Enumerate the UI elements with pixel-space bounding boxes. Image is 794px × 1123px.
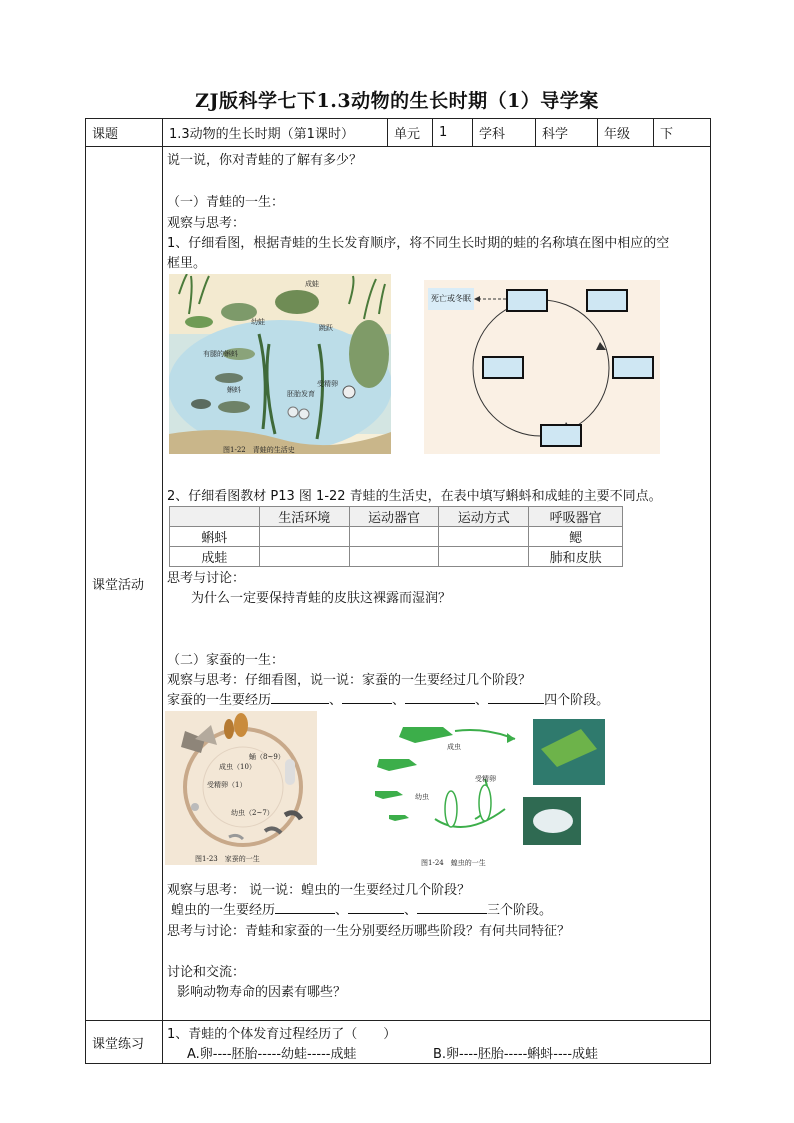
- svg-text:受精卵（1）: 受精卵（1）: [207, 781, 247, 789]
- question-2: 2、仔细看图教材 P13 图 1-22 青蛙的生活史，在表中填写蝌蚪和成蛙的主要不同点。: [167, 489, 662, 504]
- activity-content: [163, 147, 710, 1020]
- compare-header-env: 生活环境: [259, 507, 349, 527]
- topic-value: 1.3动物的生长时期（第1课时）: [163, 119, 388, 147]
- silkworm-stages-suffix: 四个阶段。: [544, 693, 610, 708]
- locust-stages-line: 蝗虫的一生要经历 、 、 三个阶段。: [171, 903, 553, 918]
- blank[interactable]: [405, 691, 475, 704]
- frog-life-history-image: [169, 274, 391, 454]
- svg-text:跳跃: 跳跃: [319, 324, 333, 332]
- svg-text:幼虫（2~7）: 幼虫（2~7）: [231, 809, 274, 817]
- unit-value: 1: [433, 119, 473, 147]
- observe-label-1: 观察与思考：: [167, 216, 246, 231]
- cycle-answer-box-1[interactable]: [506, 289, 548, 312]
- header-row: [86, 119, 711, 147]
- exchange-label: 讨论和交流：: [167, 965, 246, 980]
- practice-row: [86, 1021, 711, 1064]
- cycle-answer-box-4[interactable]: [612, 356, 654, 379]
- locust-stages-suffix: 三个阶段。: [487, 903, 553, 918]
- practice-option-a[interactable]: A.卵----胚胎-----幼蛙-----成蛙: [187, 1047, 357, 1062]
- frog-cycle-diagram: [424, 280, 660, 454]
- intro-text: 说一说，你对青蛙的了解有多少？: [167, 153, 363, 168]
- question-1-line-2: 框里。: [167, 256, 207, 271]
- page-title: ZJ版科学七下1.3动物的生长时期（1）导学案: [195, 90, 599, 112]
- locust-life-cycle-image: [355, 719, 607, 869]
- svg-text:图1-23 家蚕的一生: 图1-23 家蚕的一生: [195, 855, 260, 863]
- discuss-question-1: 为什么一定要保持青蛙的皮肤这裸露而湿润？: [191, 591, 452, 606]
- blank[interactable]: [275, 901, 335, 914]
- topic-label: 课题: [86, 119, 163, 147]
- unit-label: 单元: [388, 119, 433, 147]
- compare-row-frog-name: 成蛙: [170, 547, 260, 567]
- death-or-hibernation-label: 死亡或冬眠: [428, 288, 474, 310]
- compare-header-mode: 运动方式: [439, 507, 529, 527]
- grade-label: 年级: [598, 119, 654, 147]
- svg-text:幼虫: 幼虫: [415, 793, 429, 801]
- practice-label: 课堂练习: [86, 1021, 163, 1064]
- blank[interactable]: [342, 691, 392, 704]
- compare-cell: 鳃: [529, 527, 623, 547]
- question-1-line-1: 1、仔细看图，根据青蛙的生长发育顺序，将不同生长时期的蛙的名称填在图中相应的空: [167, 236, 670, 251]
- blank[interactable]: [417, 901, 487, 914]
- svg-text:幼蛙: 幼蛙: [251, 318, 265, 326]
- frog-heading: （一）青蛙的一生：: [167, 195, 285, 210]
- svg-text:受精卵: 受精卵: [475, 775, 496, 783]
- compare-cell[interactable]: [439, 547, 529, 567]
- svg-text:成虫: 成虫: [447, 743, 461, 751]
- discuss-label-1: 思考与讨论：: [167, 571, 246, 586]
- silkworm-life-cycle-image: [165, 711, 317, 865]
- svg-text:蝌蚪: 蝌蚪: [227, 386, 241, 394]
- practice-question-1: 1、青蛙的个体发育过程经历了（ ）: [167, 1027, 397, 1042]
- subject-value: 科学: [536, 119, 598, 147]
- cycle-answer-box-5[interactable]: [540, 424, 582, 447]
- compare-header-blank: [170, 507, 260, 527]
- practice-content: [163, 1021, 710, 1063]
- svg-text:成虫（10）: 成虫（10）: [219, 763, 256, 771]
- blank[interactable]: [348, 901, 404, 914]
- observe-label-3: 观察与思考： 说一说：蝗虫的一生要经过几个阶段？: [167, 883, 471, 898]
- silkworm-heading: （二）家蚕的一生：: [167, 653, 285, 668]
- svg-text:有腿的蝌蚪: 有腿的蝌蚪: [203, 350, 238, 358]
- svg-text:胚胎发育: 胚胎发育: [287, 390, 315, 398]
- lesson-table: [85, 118, 711, 1064]
- compare-cell[interactable]: [349, 547, 439, 567]
- silkworm-stages-line: 家蚕的一生要经历 、 、 、 四个阶段。: [167, 693, 610, 708]
- exchange-question: 影响动物寿命的因素有哪些？: [177, 985, 347, 1000]
- svg-text:受精卵: 受精卵: [317, 380, 338, 388]
- activity-row: [86, 147, 711, 1021]
- svg-text:图1-24 蝗虫的一生: 图1-24 蝗虫的一生: [421, 859, 486, 867]
- svg-text:蛹（8~9）: 蛹（8~9）: [249, 753, 285, 761]
- tadpole-frog-compare-table: [169, 506, 623, 567]
- compare-header-breath: 呼吸器官: [529, 507, 623, 527]
- compare-cell: 肺和皮肤: [529, 547, 623, 567]
- cycle-answer-box-2[interactable]: [586, 289, 628, 312]
- discuss-label-2: 思考与讨论：青蛙和家蚕的一生分别要经历哪些阶段？有何共同特征？: [167, 924, 571, 939]
- practice-option-b[interactable]: B.卵----胚胎-----蝌蚪----成蛙: [433, 1047, 599, 1062]
- cycle-answer-box-3[interactable]: [482, 356, 524, 379]
- compare-cell[interactable]: [439, 527, 529, 547]
- compare-row-tadpole-name: 蝌蚪: [170, 527, 260, 547]
- svg-text:成蛙: 成蛙: [305, 280, 319, 288]
- compare-cell[interactable]: [259, 547, 349, 567]
- activity-label: 课堂活动: [86, 147, 163, 1021]
- silkworm-stages-prefix: 家蚕的一生要经历: [167, 693, 272, 708]
- blank[interactable]: [488, 691, 544, 704]
- svg-text:图1-22 青蛙的生活史: 图1-22 青蛙的生活史: [223, 446, 295, 454]
- compare-header-organ: 运动器官: [349, 507, 439, 527]
- compare-cell[interactable]: [259, 527, 349, 547]
- observe-label-2: 观察与思考：仔细看图，说一说：家蚕的一生要经过几个阶段？: [167, 673, 532, 688]
- compare-cell[interactable]: [349, 527, 439, 547]
- grade-value: 下: [654, 119, 711, 147]
- subject-label: 学科: [473, 119, 536, 147]
- locust-stages-prefix: 蝗虫的一生要经历: [171, 903, 276, 918]
- blank[interactable]: [271, 691, 329, 704]
